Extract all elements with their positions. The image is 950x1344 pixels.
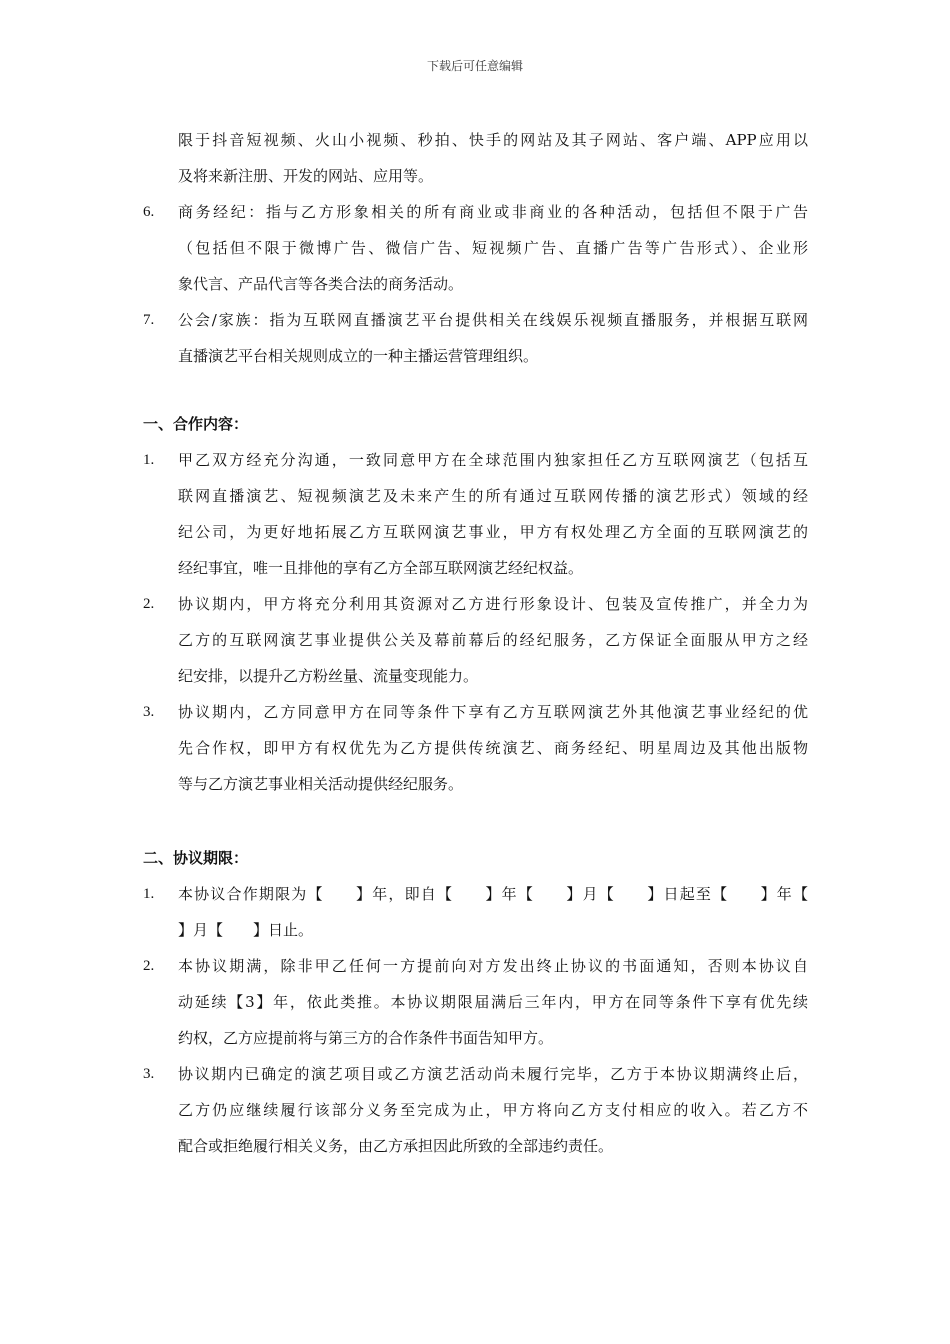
item-text-line: 经纪事宜，唯一且排他的享有乙方全部互联网演艺经纪权益。 <box>178 559 584 577</box>
document-body <box>143 122 808 1164</box>
item-text-line: 商务经纪：指与乙方形象相关的所有商业或非商业的各种活动，包括但不限于广告 <box>178 203 808 221</box>
item-number: 3. <box>143 1066 155 1082</box>
item-text-line: 直播演艺平台相关规则成立的一种主播运营管理组织。 <box>178 347 539 365</box>
item-text-line: 乙方仍应继续履行该部分义务至完成为止，甲方将向乙方支付相应的收入。若乙方不 <box>178 1101 808 1119</box>
item-text-line: 协议期内已确定的演艺项目或乙方演艺活动尚未履行完毕，乙方于本协议期满终止后， <box>178 1065 808 1083</box>
item-number: 6. <box>143 204 155 220</box>
clause-item-2-2 <box>143 948 808 984</box>
item-text-line: 本协议合作期限为【 】年，即自【 】年【 】月【 】日起至【 】年【 <box>178 885 808 903</box>
item-text-line: 甲乙双方经充分沟通，一致同意甲方在全球范围内独家担任乙方互联网演艺（包括互 <box>178 451 808 469</box>
item-number: 1. <box>143 452 155 468</box>
item-text-line: 纪安排，以提升乙方粉丝量、流量变现能力。 <box>178 667 479 685</box>
clause-item-1-3 <box>143 694 808 730</box>
item-text-line: 乙方的互联网演艺事业提供公关及幕前幕后的经纪服务，乙方保证全面服从甲方之经 <box>178 631 808 649</box>
section-heading-term: 二、协议期限： <box>143 849 249 867</box>
item-text-line: 配合或拒绝履行相关义务，由乙方承担因此所致的全部违约责任。 <box>178 1137 614 1155</box>
item-number: 2. <box>143 596 155 612</box>
definition-continuation-line: 及将来新注册、开发的网站、应用等。 <box>178 167 434 185</box>
clause-item-1-2 <box>143 586 808 622</box>
item-text-line: 象代言、产品代言等各类合法的商务活动。 <box>178 275 464 293</box>
item-text-line: 联网直播演艺、短视频演艺及未来产生的所有通过互联网传播的演艺形式）领域的经 <box>178 487 808 505</box>
definition-item-6 <box>143 194 808 230</box>
definition-continuation-line: 限于抖音短视频、火山小视频、秒拍、快手的网站及其子网站、客户端、APP应用以 <box>178 131 808 149</box>
spacer <box>143 374 808 406</box>
page-header-note: 下载后可任意编辑 <box>426 59 523 73</box>
item-text-line: 本协议期满，除非甲乙任何一方提前向对方发出终止协议的书面通知，否则本协议自 <box>178 957 808 975</box>
item-number: 7. <box>143 312 155 328</box>
item-text-line: （包括但不限于微博广告、微信广告、短视频广告、直播广告等广告形式）、企业形 <box>178 239 808 257</box>
item-text-line: 动延续【3】年，依此类推。本协议期限届满后三年内，甲方在同等条件下享有优先续 <box>178 993 808 1011</box>
definition-item-7 <box>143 302 808 338</box>
clause-item-1-1 <box>143 442 808 478</box>
clause-item-2-3 <box>143 1056 808 1092</box>
item-text-line: 公会/家族：指为互联网直播演艺平台提供相关在线娱乐视频直播服务，并根据互联网 <box>178 311 808 329</box>
item-text-line: 先合作权，即甲方有权优先为乙方提供传统演艺、商务经纪、明星周边及其他出版物 <box>178 739 808 757</box>
clause-item-2-1 <box>143 876 808 912</box>
item-number: 3. <box>143 704 155 720</box>
item-text-line: 】月【 】日止。 <box>178 921 314 939</box>
item-number: 2. <box>143 958 155 974</box>
item-text-line: 等与乙方演艺事业相关活动提供经纪服务。 <box>178 775 464 793</box>
item-text-line: 协议期内，甲方将充分利用其资源对乙方进行形象设计、包装及宣传推广，并全力为 <box>178 595 808 613</box>
spacer <box>143 802 808 840</box>
item-text-line: 约权，乙方应提前将与第三方的合作条件书面告知甲方。 <box>178 1029 554 1047</box>
section-heading-cooperation: 一、合作内容： <box>143 415 249 433</box>
item-text-line: 纪公司，为更好地拓展乙方互联网演艺事业，甲方有权处理乙方全面的互联网演艺的 <box>178 523 808 541</box>
item-text-line: 协议期内，乙方同意甲方在同等条件下享有乙方互联网演艺外其他演艺事业经纪的优 <box>178 703 808 721</box>
item-number: 1. <box>143 886 155 902</box>
